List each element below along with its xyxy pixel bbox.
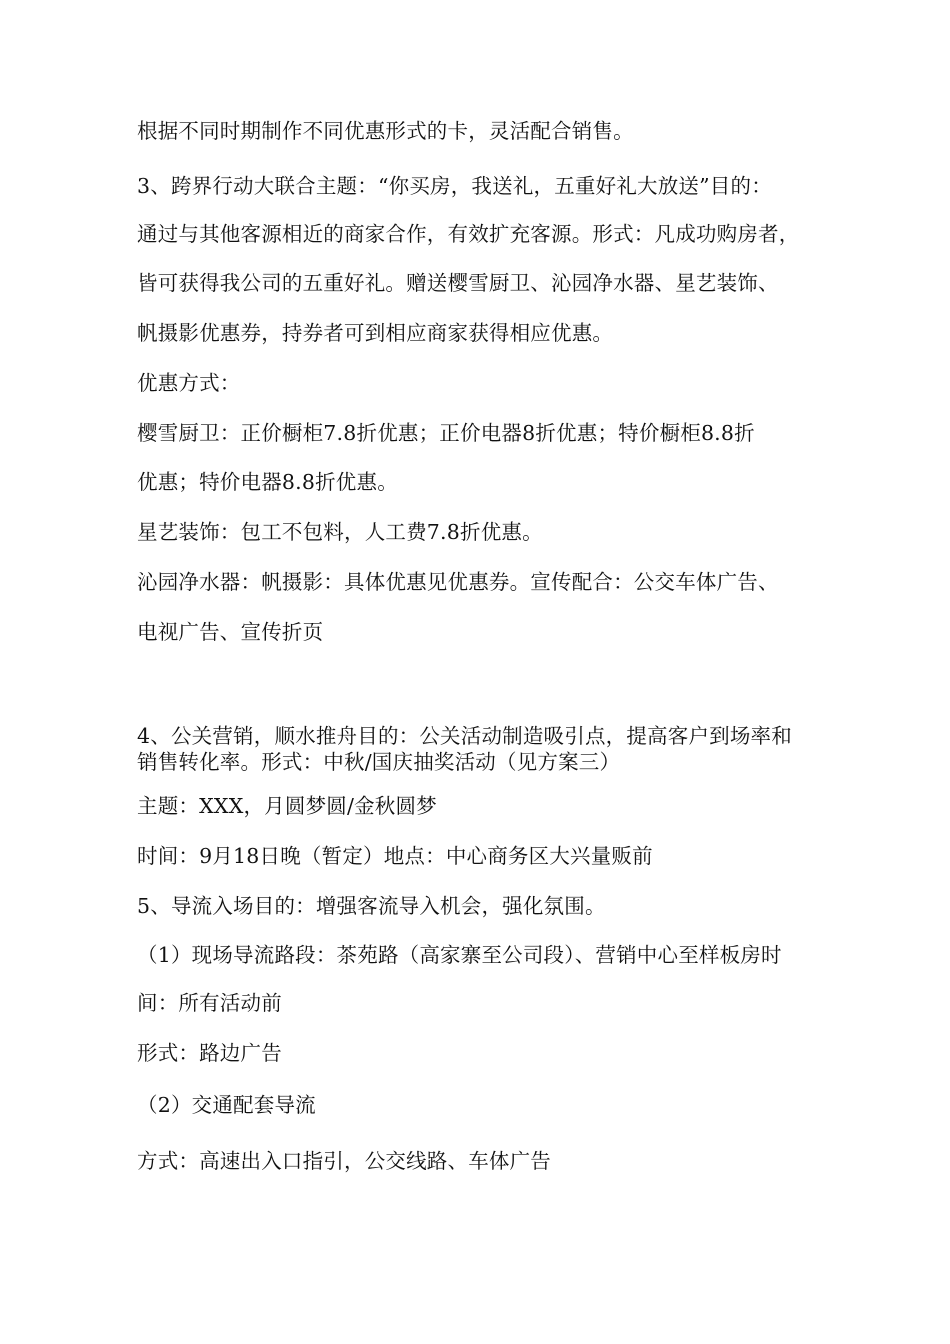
text-line: 电视广告、宣传折页 bbox=[137, 620, 324, 644]
text-line: 方式：高速出入口指引，公交线路、车体广告 bbox=[137, 1149, 551, 1173]
text-line: 4、公关营销，顺水推舟目的：公关活动制造吸引点，提高客户到场率和 bbox=[137, 724, 792, 748]
text-line: 皆可获得我公司的五重好礼。赠送樱雪厨卫、沁园净水器、星艺装饰、 bbox=[137, 271, 779, 295]
text-line: 樱雪厨卫：正价橱柜7.8折优惠；正价电器8折优惠；特价橱柜8.8折 bbox=[137, 421, 755, 445]
text-line: 优惠方式： bbox=[137, 371, 241, 395]
text-line: 通过与其他客源相近的商家合作，有效扩充客源。形式：凡成功购房者， bbox=[137, 222, 800, 246]
text-line: 形式：路边广告 bbox=[137, 1041, 282, 1065]
text-line: （1）现场导流路段：茶苑路（高家寨至公司段）、营销中心至样板房时 bbox=[137, 943, 782, 967]
text-line: 5、导流入场目的：增强客流导入机会，强化氛围。 bbox=[137, 894, 606, 918]
text-line: 帆摄影优惠券，持券者可到相应商家获得相应优惠。 bbox=[137, 321, 614, 345]
text-line: 星艺装饰：包工不包料，人工费7.8折优惠。 bbox=[137, 520, 543, 544]
text-line: 间：所有活动前 bbox=[137, 991, 282, 1015]
text-line: 沁园净水器：帆摄影：具体优惠见优惠券。宣传配合：公交车体广告、 bbox=[137, 570, 779, 594]
text-line: 时间：9月18日晚（暂定）地点：中心商务区大兴量贩前 bbox=[137, 844, 653, 868]
text-line: 3、跨界行动大联合主题：“你买房，我送礼，五重好礼大放送”目的： bbox=[137, 174, 772, 198]
text-line: 销售转化率。形式：中秋/国庆抽奖活动（见方案三） bbox=[137, 750, 621, 774]
text-line: 主题：XXX，月圆梦圆/金秋圆梦 bbox=[137, 794, 437, 818]
text-line: 优惠；特价电器8.8折优惠。 bbox=[137, 470, 398, 494]
text-line: （2）交通配套导流 bbox=[137, 1093, 316, 1117]
text-line: 根据不同时期制作不同优惠形式的卡，灵活配合销售。 bbox=[137, 119, 634, 143]
